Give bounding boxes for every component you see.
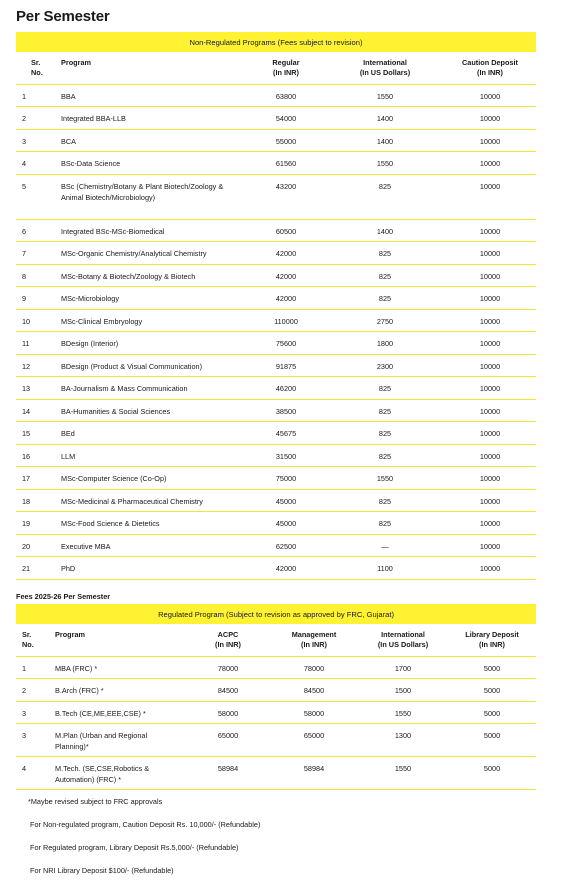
table-row <box>16 656 536 679</box>
caution-deposit-cell: 10000 <box>444 377 536 400</box>
program-cell: MSc-Medicinal & Pharmaceutical Chemistry <box>56 489 246 512</box>
regular-fee-cell: 45000 <box>246 512 326 535</box>
international-fee-cell: 825 <box>326 377 444 400</box>
regular-fee-cell: 75000 <box>246 467 326 490</box>
management-fee-cell: 84500 <box>270 679 358 702</box>
caution-deposit-cell: 10000 <box>444 534 536 557</box>
international-fee-cell: 1550 <box>326 467 444 490</box>
caution-deposit-cell: 10000 <box>444 512 536 535</box>
caution-deposit-cell: 10000 <box>444 264 536 287</box>
sr-cell: 17 <box>16 467 56 490</box>
international-fee-cell: 825 <box>326 242 444 265</box>
international-fee-cell: 1300 <box>358 724 448 757</box>
sr-cell: 19 <box>16 512 56 535</box>
sr-cell: 11 <box>16 332 56 355</box>
international-fee-cell: 1550 <box>358 701 448 724</box>
banner-text: Regulated Program (Subject to revision as approved by FRC, Gujarat) <box>16 604 536 624</box>
sr-cell: 3 <box>16 701 50 724</box>
acpc-fee-cell: 58000 <box>186 701 270 724</box>
caution-deposit-cell: 10000 <box>444 557 536 580</box>
international-fee-cell: 825 <box>326 174 444 219</box>
program-cell: BDesign (Product & Visual Communication) <box>56 354 246 377</box>
acpc-fee-cell: 84500 <box>186 679 270 702</box>
table-banner <box>16 604 536 624</box>
sr-cell: 1 <box>16 84 56 107</box>
program-cell: M.Tech. (SE,CSE,Robotics & Automation) (FRC) * <box>50 757 186 790</box>
international-fee-cell: 1800 <box>326 332 444 355</box>
caution-deposit-cell: 10000 <box>444 242 536 265</box>
program-cell: B.Tech (CE,ME,EEE,CSE) * <box>50 701 186 724</box>
sr-cell: 5 <box>16 174 56 219</box>
sr-cell: 2 <box>16 679 50 702</box>
sr-cell: 8 <box>16 264 56 287</box>
program-cell: MSc-Microbiology <box>56 287 246 310</box>
international-fee-cell: 1500 <box>358 679 448 702</box>
regular-fee-cell: 38500 <box>246 399 326 422</box>
international-fee-cell: 1400 <box>326 219 444 242</box>
regular-fee-cell: 54000 <box>246 107 326 130</box>
regular-fee-cell: 42000 <box>246 557 326 580</box>
international-fee-cell: 2750 <box>326 309 444 332</box>
program-cell: MBA (FRC) * <box>50 656 186 679</box>
sr-cell: 4 <box>16 757 50 790</box>
table-header-row <box>16 624 536 656</box>
program-cell: PhD <box>56 557 246 580</box>
regular-fee-cell: 91875 <box>246 354 326 377</box>
table-row <box>16 701 536 724</box>
program-cell: BSc-Data Science <box>56 152 246 175</box>
international-fee-cell: 825 <box>326 399 444 422</box>
international-fee-cell: 825 <box>326 422 444 445</box>
table-row <box>16 107 536 130</box>
sr-cell: 15 <box>16 422 56 445</box>
table-row <box>16 377 536 400</box>
sr-cell: 16 <box>16 444 56 467</box>
sr-cell: 6 <box>16 219 56 242</box>
library-deposit-cell: 5000 <box>448 679 536 702</box>
program-cell: Executive MBA <box>56 534 246 557</box>
col-header-program: Program <box>50 624 186 656</box>
program-cell: M.Plan (Urban and Regional Planning)* <box>50 724 186 757</box>
regular-fee-cell: 45675 <box>246 422 326 445</box>
management-fee-cell: 65000 <box>270 724 358 757</box>
table-row <box>16 219 536 242</box>
regulated-fees-table <box>16 604 536 790</box>
sr-cell: 18 <box>16 489 56 512</box>
table-row <box>16 242 536 265</box>
caution-deposit-cell: 10000 <box>444 399 536 422</box>
caution-deposit-cell: 10000 <box>444 152 536 175</box>
col-header-management: Management (In INR) <box>270 624 358 656</box>
library-deposit-cell: 5000 <box>448 724 536 757</box>
col-header-sr: Sr. No. <box>16 52 56 84</box>
regular-fee-cell: 61560 <box>246 152 326 175</box>
acpc-fee-cell: 78000 <box>186 656 270 679</box>
col-header-library-deposit: Library Deposit (In INR) <box>448 624 536 656</box>
sr-cell: 2 <box>16 107 56 130</box>
caution-deposit-cell: 10000 <box>444 354 536 377</box>
sr-cell: 20 <box>16 534 56 557</box>
sr-cell: 12 <box>16 354 56 377</box>
non-regulated-fees-table <box>16 32 536 580</box>
program-cell: BEd <box>56 422 246 445</box>
management-fee-cell: 58000 <box>270 701 358 724</box>
program-cell: MSc-Computer Science (Co-Op) <box>56 467 246 490</box>
note-frc-approval: *Maybe revised subject to FRC approvals <box>28 797 163 806</box>
program-cell: MSc-Botany & Biotech/Zoology & Biotech <box>56 264 246 287</box>
table-row <box>16 679 536 702</box>
program-cell: BSc (Chemistry/Botany & Plant Biotech/Zoology & Animal Biotech/Microbiology) <box>56 174 246 219</box>
regular-fee-cell: 46200 <box>246 377 326 400</box>
regular-fee-cell: 63800 <box>246 84 326 107</box>
table-row <box>16 152 536 175</box>
international-fee-cell: 825 <box>326 489 444 512</box>
sr-cell: 3 <box>16 129 56 152</box>
acpc-fee-cell: 65000 <box>186 724 270 757</box>
table-row <box>16 332 536 355</box>
caution-deposit-cell: 10000 <box>444 129 536 152</box>
program-cell: BA-Journalism & Mass Communication <box>56 377 246 400</box>
international-fee-cell: 825 <box>326 264 444 287</box>
table-row <box>16 444 536 467</box>
program-cell: MSc-Organic Chemistry/Analytical Chemistry <box>56 242 246 265</box>
international-fee-cell: 1550 <box>358 757 448 790</box>
note-library-deposit: For Regulated program, Library Deposit Rs.5,000/- (Refundable) <box>30 843 239 852</box>
regular-fee-cell: 31500 <box>246 444 326 467</box>
program-cell: LLM <box>56 444 246 467</box>
caution-deposit-cell: 10000 <box>444 219 536 242</box>
regular-fee-cell: 43200 <box>246 174 326 219</box>
caution-deposit-cell: 10000 <box>444 332 536 355</box>
sr-cell: 3 <box>16 724 50 757</box>
international-fee-cell: 1400 <box>326 107 444 130</box>
caution-deposit-cell: 10000 <box>444 84 536 107</box>
regular-fee-cell: 45000 <box>246 489 326 512</box>
regular-fee-cell: 42000 <box>246 264 326 287</box>
table-row <box>16 467 536 490</box>
col-header-international: International (In US Dollars) <box>326 52 444 84</box>
international-fee-cell: 825 <box>326 512 444 535</box>
table-row <box>16 287 536 310</box>
col-header-sr: Sr. No. <box>16 624 50 656</box>
international-fee-cell: 2300 <box>326 354 444 377</box>
international-fee-cell: 1400 <box>326 129 444 152</box>
sr-cell: 4 <box>16 152 56 175</box>
international-fee-cell: — <box>326 534 444 557</box>
regular-fee-cell: 42000 <box>246 242 326 265</box>
international-fee-cell: 1700 <box>358 656 448 679</box>
table-row <box>16 264 536 287</box>
col-header-international: International (In US Dollars) <box>358 624 448 656</box>
program-cell: Integrated BSc-MSc-Biomedical <box>56 219 246 242</box>
regular-fee-cell: 75600 <box>246 332 326 355</box>
management-fee-cell: 58984 <box>270 757 358 790</box>
table-row <box>16 309 536 332</box>
col-header-program: Program <box>56 52 246 84</box>
table-row <box>16 174 536 219</box>
sr-cell: 10 <box>16 309 56 332</box>
library-deposit-cell: 5000 <box>448 656 536 679</box>
program-cell: MSc-Food Science & Dietetics <box>56 512 246 535</box>
international-fee-cell: 1100 <box>326 557 444 580</box>
sr-cell: 7 <box>16 242 56 265</box>
caution-deposit-cell: 10000 <box>444 467 536 490</box>
caution-deposit-cell: 10000 <box>444 309 536 332</box>
international-fee-cell: 825 <box>326 444 444 467</box>
international-fee-cell: 1550 <box>326 84 444 107</box>
library-deposit-cell: 5000 <box>448 757 536 790</box>
caution-deposit-cell: 10000 <box>444 174 536 219</box>
table-row <box>16 422 536 445</box>
table-row <box>16 354 536 377</box>
sr-cell: 13 <box>16 377 56 400</box>
note-caution-deposit: For Non-regulated program, Caution Deposit Rs. 10,000/- (Refundable) <box>30 820 261 829</box>
col-header-regular: Regular (In INR) <box>246 52 326 84</box>
table-row <box>16 534 536 557</box>
table-row <box>16 129 536 152</box>
table-row <box>16 84 536 107</box>
table-banner <box>16 32 536 52</box>
caution-deposit-cell: 10000 <box>444 489 536 512</box>
table-row <box>16 399 536 422</box>
table-row <box>16 557 536 580</box>
management-fee-cell: 78000 <box>270 656 358 679</box>
sr-cell: 1 <box>16 656 50 679</box>
regular-fee-cell: 55000 <box>246 129 326 152</box>
program-cell: Integrated BBA-LLB <box>56 107 246 130</box>
acpc-fee-cell: 58984 <box>186 757 270 790</box>
program-cell: B.Arch (FRC) * <box>50 679 186 702</box>
col-header-acpc: ACPC (In INR) <box>186 624 270 656</box>
table-row <box>16 724 536 757</box>
table-row <box>16 757 536 790</box>
banner-text: Non-Regulated Programs (Fees subject to revision) <box>16 32 536 52</box>
table-row <box>16 512 536 535</box>
regular-fee-cell: 62500 <box>246 534 326 557</box>
table-header-row <box>16 52 536 84</box>
col-header-caution-deposit: Caution Deposit (In INR) <box>444 52 536 84</box>
caution-deposit-cell: 10000 <box>444 107 536 130</box>
caution-deposit-cell: 10000 <box>444 444 536 467</box>
caution-deposit-cell: 10000 <box>444 287 536 310</box>
program-cell: BA-Humanities & Social Sciences <box>56 399 246 422</box>
note-nri-deposit: For NRI Library Deposit $100/- (Refundable) <box>30 866 174 875</box>
international-fee-cell: 825 <box>326 287 444 310</box>
fees-subtitle: Fees 2025-26 Per Semester <box>16 592 111 601</box>
sr-cell: 21 <box>16 557 56 580</box>
international-fee-cell: 1550 <box>326 152 444 175</box>
table-row <box>16 489 536 512</box>
page-title: Per Semester <box>16 8 110 25</box>
sr-cell: 14 <box>16 399 56 422</box>
program-cell: BCA <box>56 129 246 152</box>
library-deposit-cell: 5000 <box>448 701 536 724</box>
program-cell: MSc-Clinical Embryology <box>56 309 246 332</box>
regular-fee-cell: 110000 <box>246 309 326 332</box>
program-cell: BDesign (Interior) <box>56 332 246 355</box>
caution-deposit-cell: 10000 <box>444 422 536 445</box>
program-cell: BBA <box>56 84 246 107</box>
regular-fee-cell: 60500 <box>246 219 326 242</box>
sr-cell: 9 <box>16 287 56 310</box>
regular-fee-cell: 42000 <box>246 287 326 310</box>
